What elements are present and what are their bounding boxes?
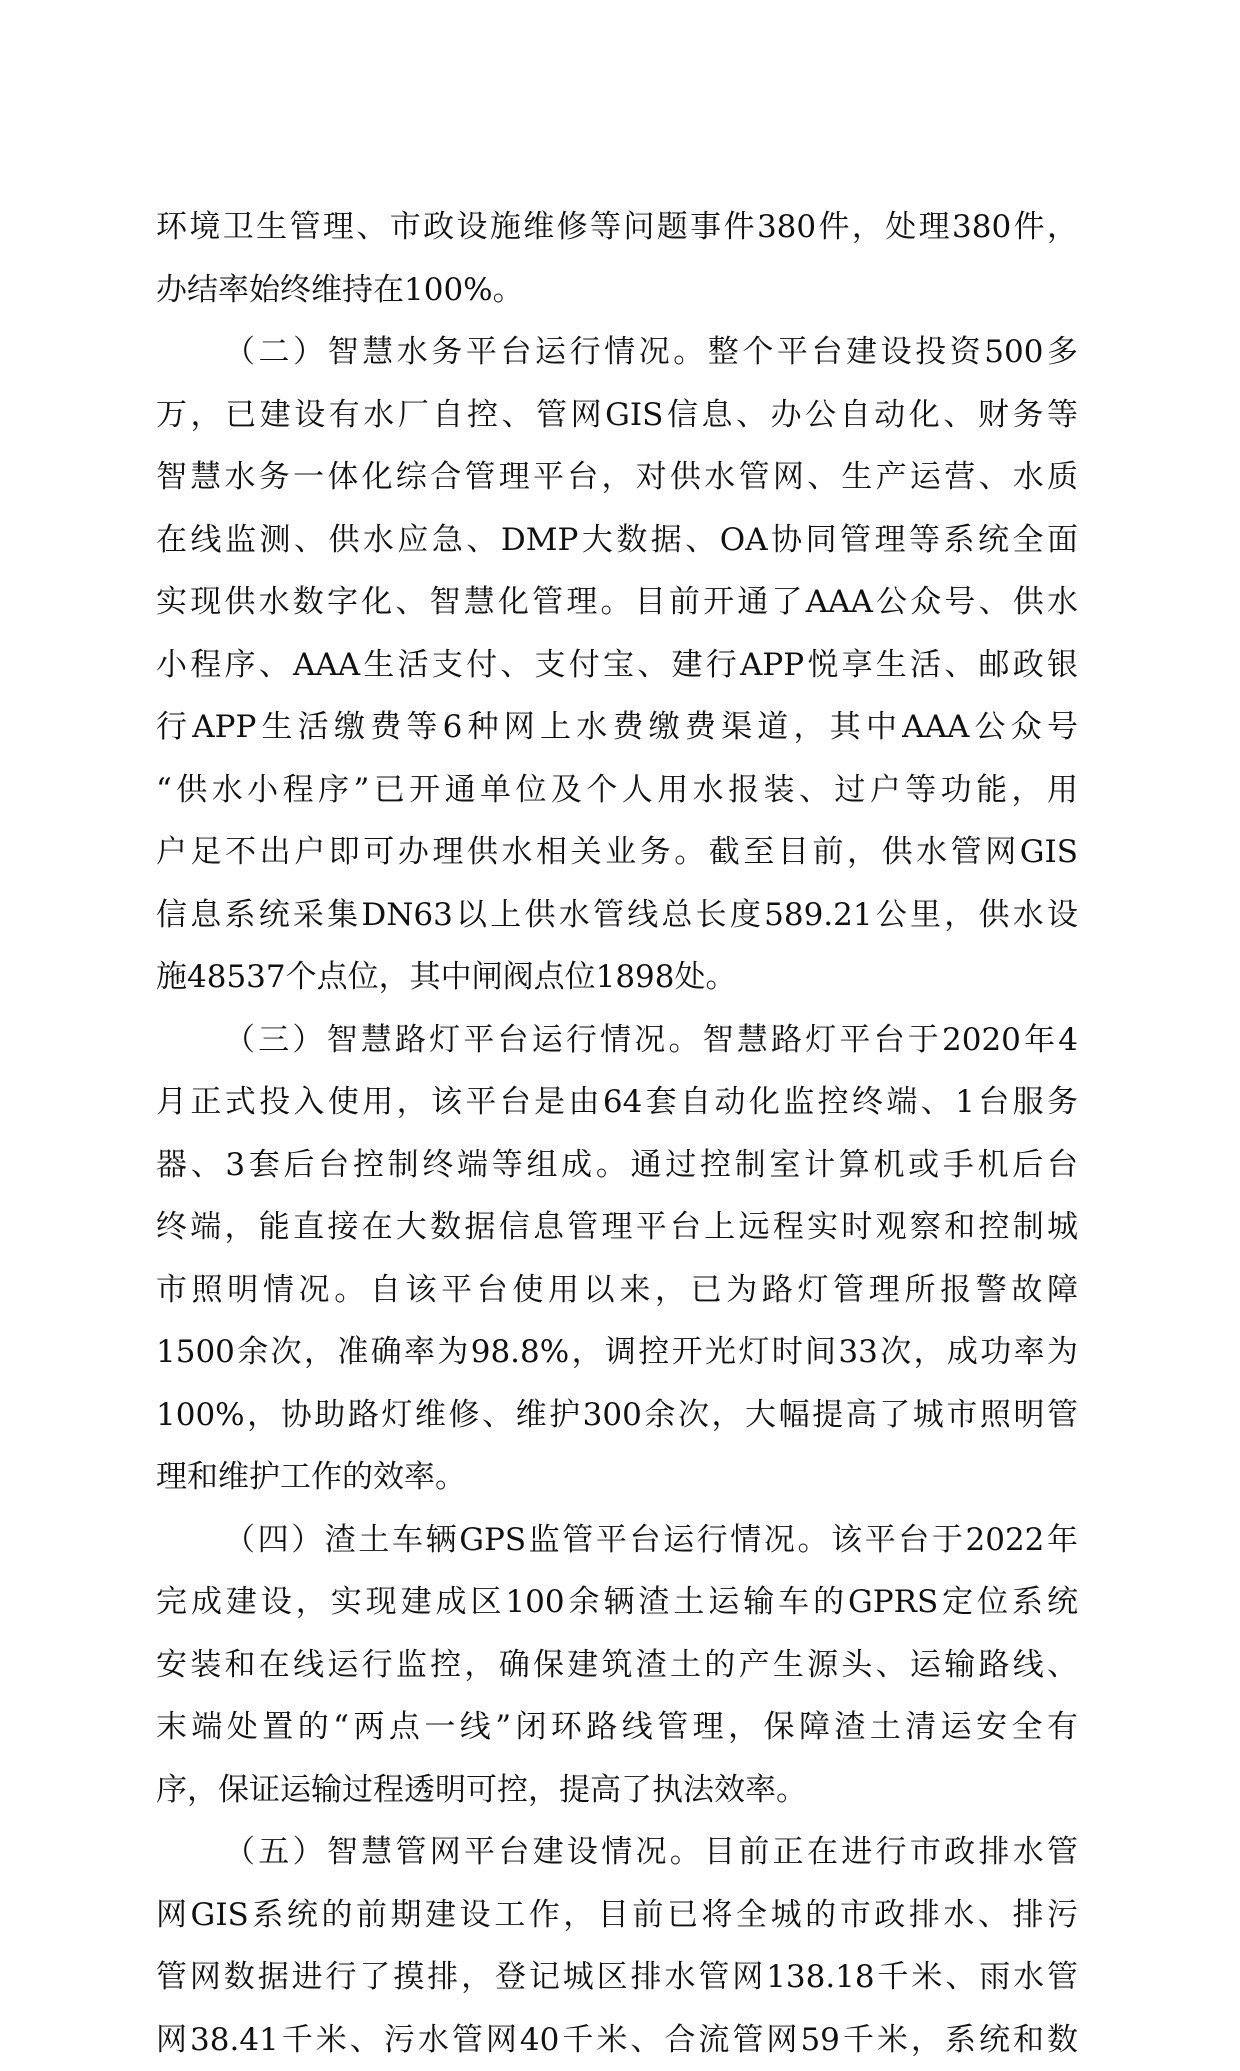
text-line: 管网数据进行了摸排，登记城区排水管网138.18千米、雨水管 bbox=[156, 1946, 1078, 2009]
text-line: 网38.41千米、污水管网40千米、合流管网59千米，系统和数 bbox=[156, 2009, 1078, 2071]
text-line: 安装和在线运行监控，确保建筑渣土的产生源头、运输路线、 bbox=[156, 1634, 1078, 1697]
text-line: 户足不出户即可办理供水相关业务。截至目前，供水管网GIS bbox=[156, 821, 1078, 884]
document-body bbox=[156, 196, 1078, 2071]
text-line: 序，保证运输过程透明可控，提高了执法效率。 bbox=[156, 1759, 1078, 1822]
text-line: 网GIS系统的前期建设工作，目前已将全城的市政排水、排污 bbox=[156, 1884, 1078, 1947]
text-line: 月正式投入使用，该平台是由64套自动化监控终端、1台服务 bbox=[156, 1071, 1078, 1134]
text-line: 办结率始终维持在100%。 bbox=[156, 259, 1078, 322]
section-heading-line: （四）渣土车辆GPS监管平台运行情况。该平台于2022年 bbox=[156, 1509, 1078, 1572]
section-heading-line: （五）智慧管网平台建设情况。目前正在进行市政排水管 bbox=[156, 1821, 1078, 1884]
text-line: 终端，能直接在大数据信息管理平台上远程实时观察和控制城 bbox=[156, 1196, 1078, 1259]
section-heading-line: （二）智慧水务平台运行情况。整个平台建设投资500多 bbox=[156, 321, 1078, 384]
text-line: 行APP生活缴费等6种网上水费缴费渠道，其中AAA公众号 bbox=[156, 696, 1078, 759]
text-line: 器、3套后台控制终端等组成。通过控制室计算机或手机后台 bbox=[156, 1134, 1078, 1197]
text-line: 信息系统采集DN63以上供水管线总长度589.21公里，供水设 bbox=[156, 884, 1078, 947]
text-line: 在线监测、供水应急、DMP大数据、OA协同管理等系统全面 bbox=[156, 509, 1078, 572]
text-line: 市照明情况。自该平台使用以来，已为路灯管理所报警故障 bbox=[156, 1259, 1078, 1322]
text-line: 理和维护工作的效率。 bbox=[156, 1446, 1078, 1509]
text-line: 万，已建设有水厂自控、管网GIS信息、办公自动化、财务等 bbox=[156, 384, 1078, 447]
text-line: 完成建设，实现建成区100余辆渣土运输车的GPRS定位系统 bbox=[156, 1571, 1078, 1634]
text-line: 环境卫生管理、市政设施维修等问题事件380件，处理380件， bbox=[156, 196, 1078, 259]
text-line: 施48537个点位，其中闸阀点位1898处。 bbox=[156, 946, 1078, 1009]
section-heading-line: （三）智慧路灯平台运行情况。智慧路灯平台于2020年4 bbox=[156, 1009, 1078, 1072]
text-line: 100%，协助路灯维修、维护300余次，大幅提高了城市照明管 bbox=[156, 1384, 1078, 1447]
text-line: 1500余次，准确率为98.8%，调控开光灯时间33次，成功率为 bbox=[156, 1321, 1078, 1384]
text-line: 末端处置的“两点一线”闭环路线管理，保障渣土清运安全有 bbox=[156, 1696, 1078, 1759]
text-line: 小程序、AAA生活支付、支付宝、建行APP悦享生活、邮政银 bbox=[156, 634, 1078, 697]
text-line: “供水小程序”已开通单位及个人用水报装、过户等功能，用 bbox=[156, 759, 1078, 822]
text-line: 实现供水数字化、智慧化管理。目前开通了AAA公众号、供水 bbox=[156, 571, 1078, 634]
text-line: 智慧水务一体化综合管理平台，对供水管网、生产运营、水质 bbox=[156, 446, 1078, 509]
